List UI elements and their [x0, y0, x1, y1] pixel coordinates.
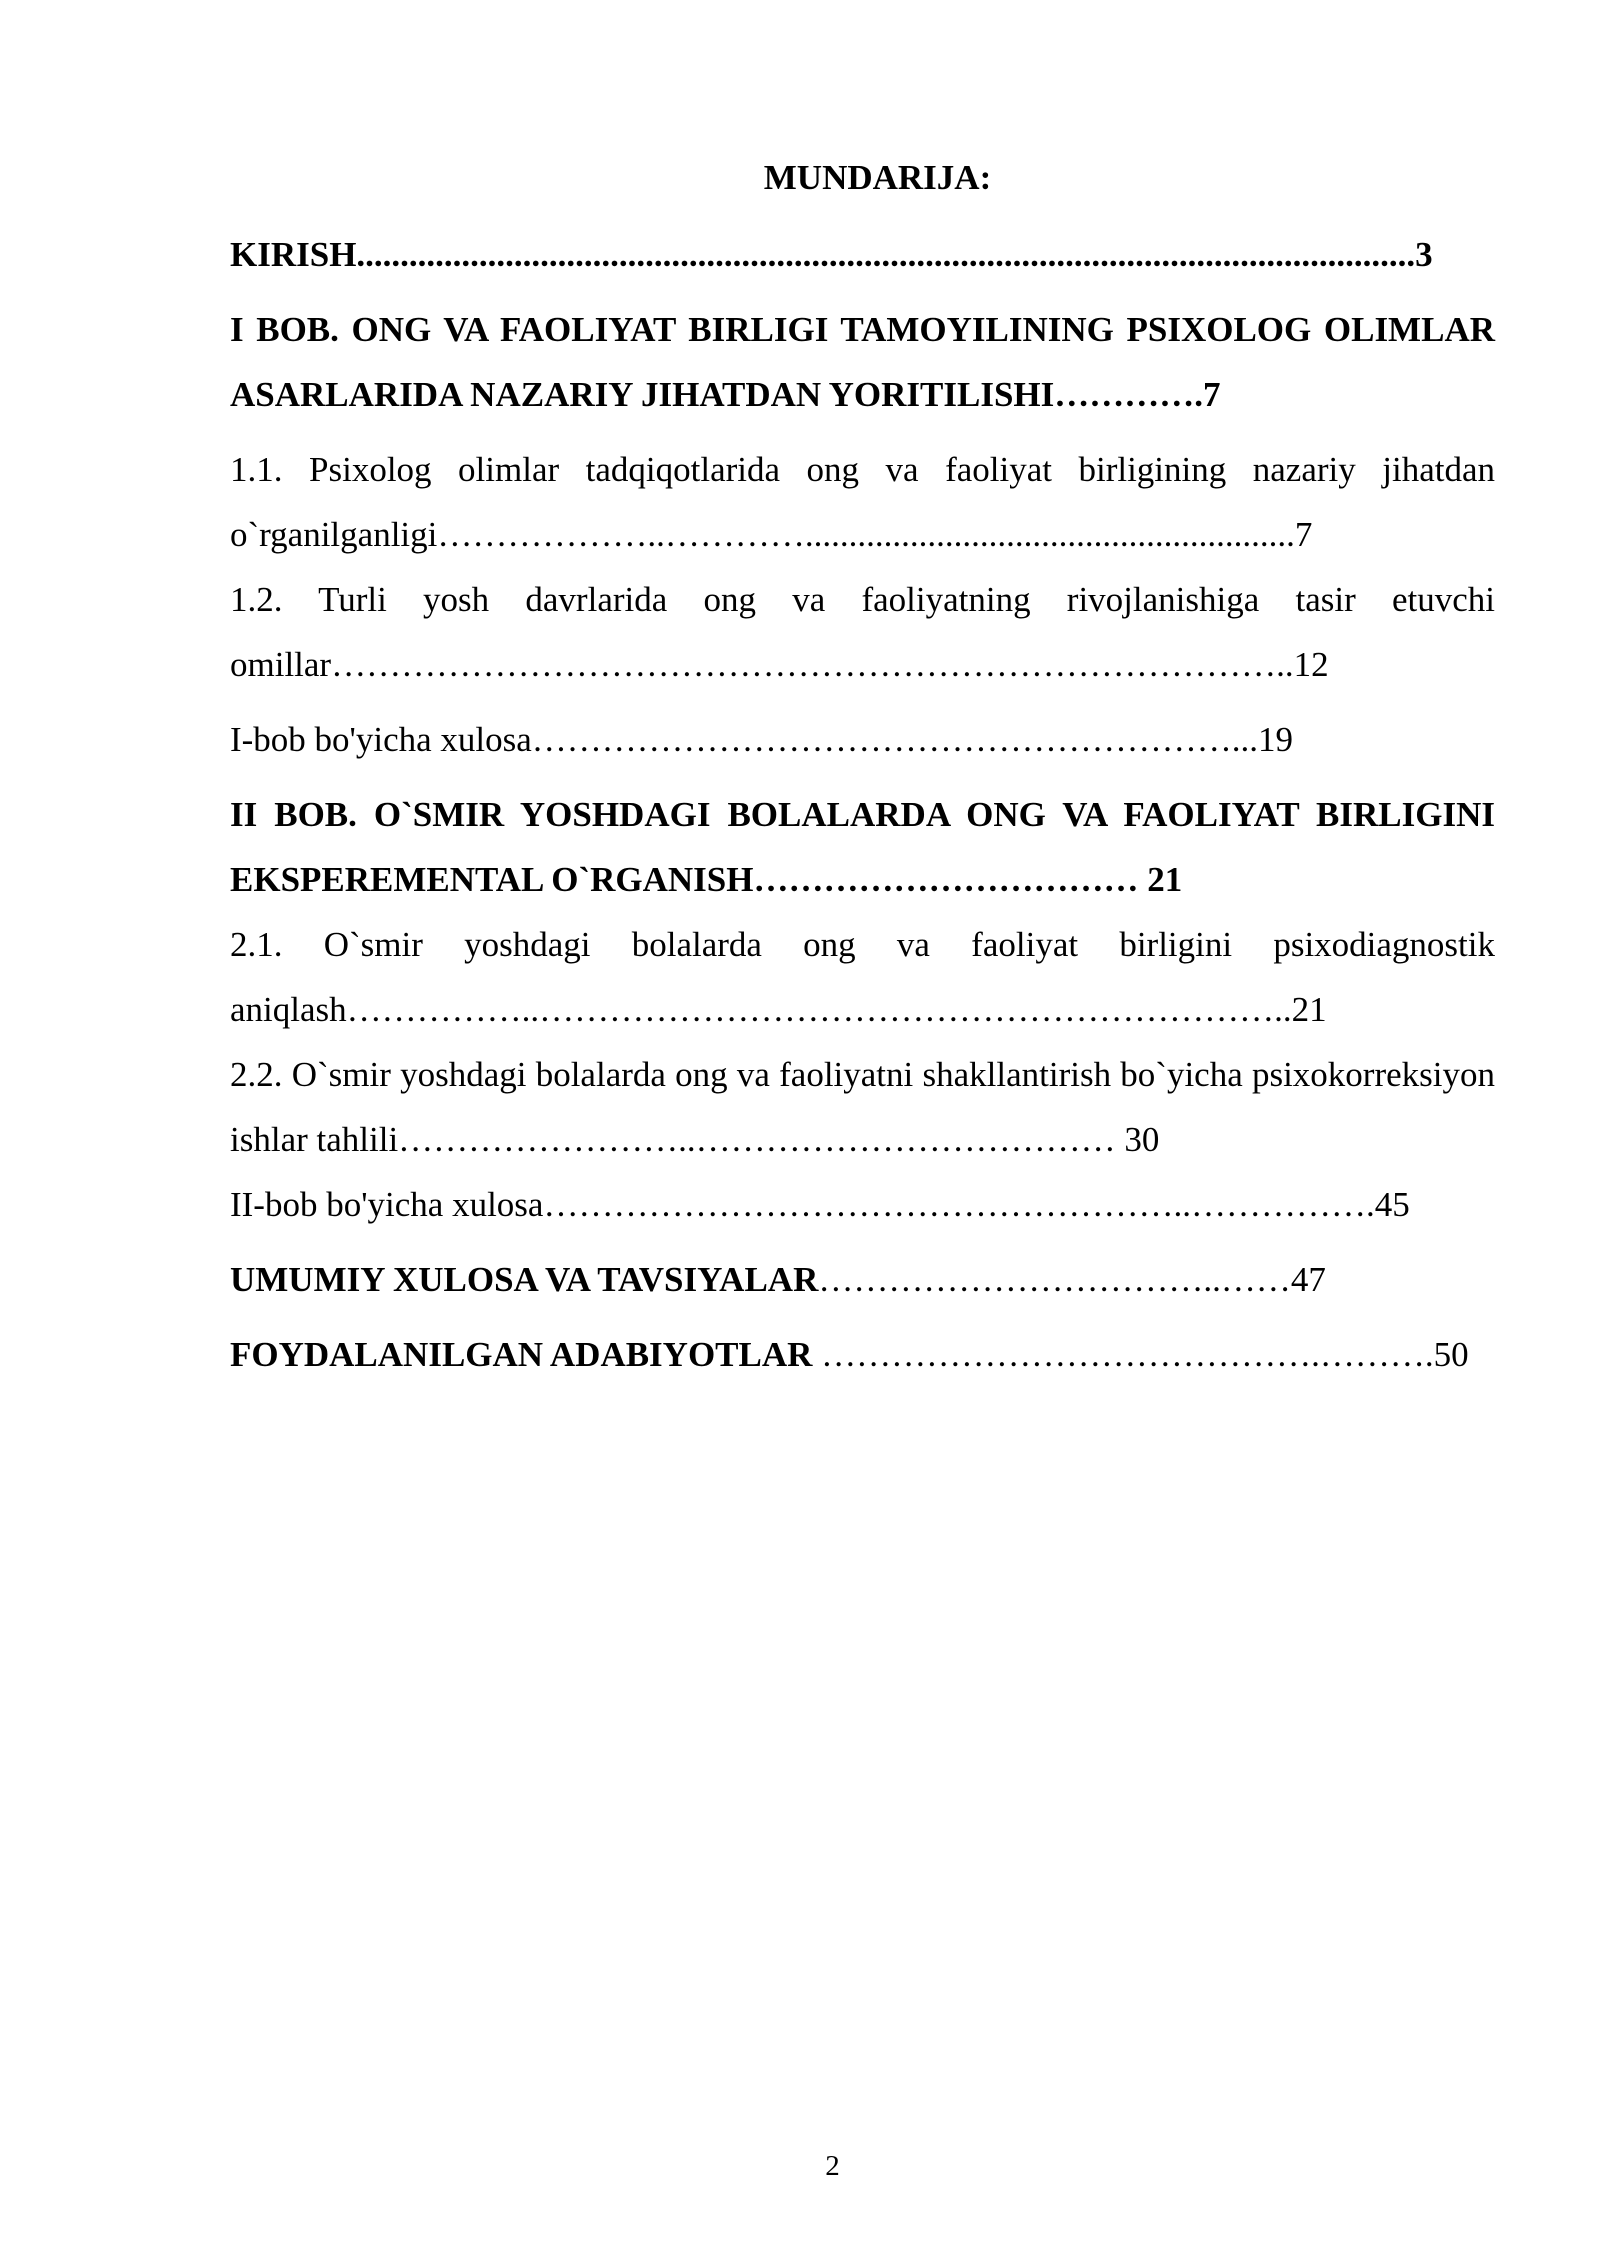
toc-entry-general-conclusion — [230, 1247, 1495, 1312]
toc-entry-chapter-1: I BOB. ONG VA FAOLIYAT BIRLIGI TAMOYILINING PSIXOLOG OLIMLAR ASARLARIDA NAZARIY JIHATDAN YORITILISHI………….7 — [230, 310, 1495, 414]
toc-entry-chapter-1-conclusion: I-bob bo'yicha xulosa……………………………………………………...19 — [230, 720, 1294, 759]
toc-entry-general-conclusion-title: UMUMIY XULOSA VA TAVSIYALAR — [230, 1260, 819, 1299]
toc-entry-general-conclusion-dots: ……………………………..……47 — [818, 1260, 1326, 1299]
toc-entry-section-1-1: 1.1. Psixolog olimlar tadqiqotlarida ong va faoliyat birligining nazariy jihatdan o`rganilganligi………………..…………........................................................7 — [230, 450, 1495, 554]
toc-entry-references-dots: …………………………………….……….50 — [812, 1335, 1469, 1374]
toc-entry-chapter-2: II BOB. O`SMIR YOSHDAGI BOLALARDA ONG VA FAOLIYAT BIRLIGINI EKSPEREMENTAL O`RGANISH…………………………… 21 — [230, 795, 1495, 899]
toc-entry-references — [230, 1322, 1495, 1387]
toc-entry-references-title: FOYDALANILGAN ADABIYOTLAR — [230, 1335, 813, 1374]
toc-entry-section-2-1: 2.1. O`smir yoshdagi bolalarda ong va faoliyat birligini psixodiagnostik aniqlash……………..………………………………………………………..21 — [230, 925, 1495, 1029]
table-of-contents — [230, 148, 1495, 1387]
toc-entry-section-1-2: 1.2. Turli yosh davrlarida ong va faoliyatning rivojlanishiga tasir etuvchi omillar………………………………………………………………………..12 — [230, 580, 1495, 684]
toc-title: MUNDARIJA: — [763, 158, 992, 197]
toc-entry-chapter-2-conclusion: II-bob bo'yicha xulosa………………………………………………..…………….45 — [230, 1185, 1410, 1224]
toc-entry-introduction: KIRISH.........................................................................................................................3 — [230, 235, 1433, 274]
toc-entry-section-2-2: 2.2. O`smir yoshdagi bolalarda ong va faoliyatni shakllantirish bo`yicha psixokorreksiyon ishlar tahlili……………………..……………………………… 30 — [230, 1055, 1495, 1159]
page-number: 2 — [825, 2150, 840, 2182]
